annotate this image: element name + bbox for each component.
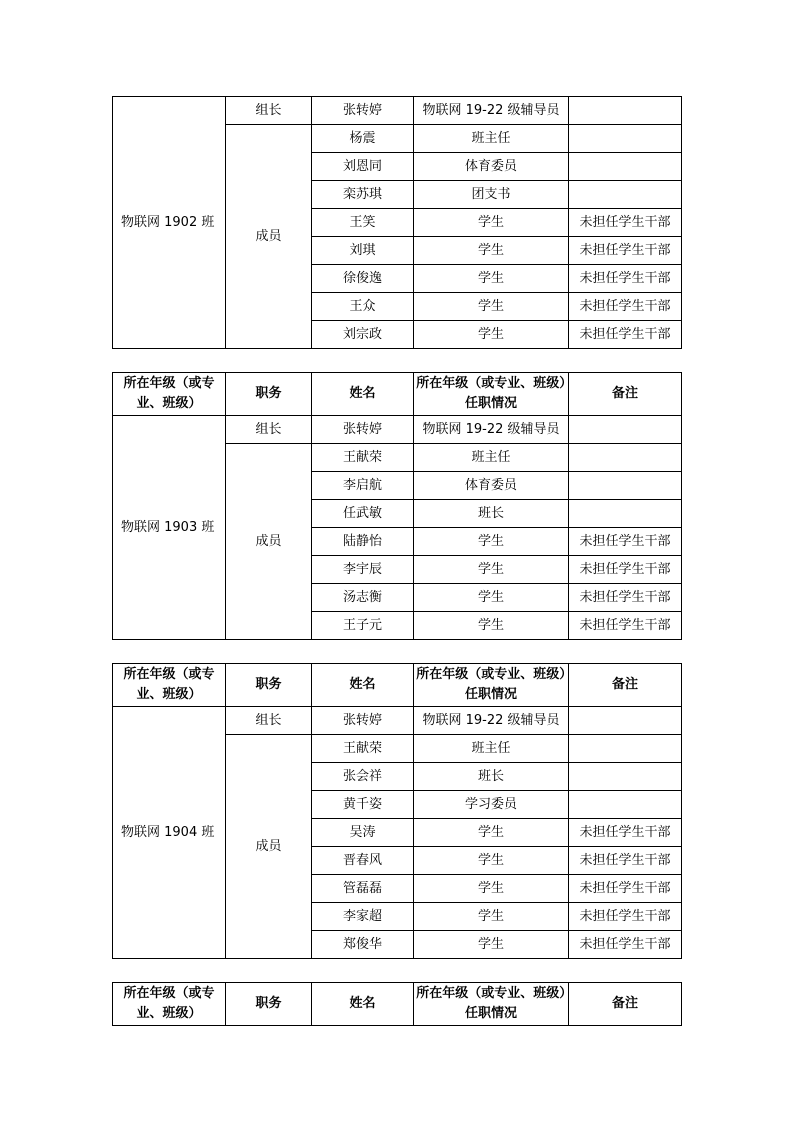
name-cell: 李家超 — [312, 903, 414, 931]
remark-cell: 未担任学生干部 — [569, 265, 682, 293]
grade-header: 所在年级（或专业、班级） — [113, 373, 226, 416]
position-cell: 物联网 19-22 级辅导员 — [414, 416, 569, 444]
remark-cell — [569, 500, 682, 528]
name-cell: 黄千姿 — [312, 791, 414, 819]
position-cell: 班主任 — [414, 125, 569, 153]
remark-cell: 未担任学生干部 — [569, 875, 682, 903]
position-cell: 学生 — [414, 875, 569, 903]
remark-cell: 未担任学生干部 — [569, 931, 682, 959]
remark-cell — [569, 472, 682, 500]
remark-header: 备注 — [569, 983, 682, 1026]
name-header: 姓名 — [312, 664, 414, 707]
name-cell: 王笑 — [312, 209, 414, 237]
remark-cell — [569, 181, 682, 209]
name-header: 姓名 — [312, 983, 414, 1026]
name-cell: 管磊磊 — [312, 875, 414, 903]
remark-header: 备注 — [569, 373, 682, 416]
remark-cell: 未担任学生干部 — [569, 528, 682, 556]
position-cell: 学生 — [414, 584, 569, 612]
name-cell: 张转婷 — [312, 97, 414, 125]
position-cell: 学生 — [414, 556, 569, 584]
remark-cell — [569, 444, 682, 472]
remark-cell: 未担任学生干部 — [569, 209, 682, 237]
position-cell: 物联网 19-22 级辅导员 — [414, 97, 569, 125]
position-cell: 班长 — [414, 763, 569, 791]
table-row — [113, 97, 682, 125]
remark-cell — [569, 791, 682, 819]
name-cell: 徐俊逸 — [312, 265, 414, 293]
position-cell: 班主任 — [414, 735, 569, 763]
table-header-row — [113, 664, 682, 707]
remark-cell — [569, 763, 682, 791]
position-cell: 学生 — [414, 209, 569, 237]
position-cell: 班长 — [414, 500, 569, 528]
table-row — [113, 707, 682, 735]
remark-header: 备注 — [569, 664, 682, 707]
table-header-row — [113, 983, 682, 1026]
duty-header: 职务 — [226, 373, 312, 416]
remark-cell — [569, 735, 682, 763]
table-row — [113, 416, 682, 444]
name-cell: 王献荣 — [312, 735, 414, 763]
name-cell: 杨震 — [312, 125, 414, 153]
remark-cell: 未担任学生干部 — [569, 847, 682, 875]
name-cell: 晋春风 — [312, 847, 414, 875]
role-cell: 组长 — [226, 416, 312, 444]
position-cell: 学生 — [414, 293, 569, 321]
class-name-cell: 物联网 1902 班 — [113, 97, 226, 349]
position-header: 所在年级（或专业、班级）任职情况 — [414, 373, 569, 416]
grade-header: 所在年级（或专业、班级） — [113, 664, 226, 707]
name-cell: 刘恩同 — [312, 153, 414, 181]
position-cell: 体育委员 — [414, 153, 569, 181]
position-cell: 学生 — [414, 931, 569, 959]
position-cell: 学生 — [414, 847, 569, 875]
remark-cell: 未担任学生干部 — [569, 903, 682, 931]
name-cell: 刘琪 — [312, 237, 414, 265]
remark-cell: 未担任学生干部 — [569, 237, 682, 265]
duty-header: 职务 — [226, 664, 312, 707]
position-cell: 学生 — [414, 237, 569, 265]
duty-header: 职务 — [226, 983, 312, 1026]
position-header: 所在年级（或专业、班级）任职情况 — [414, 983, 569, 1026]
position-cell: 学习委员 — [414, 791, 569, 819]
name-cell: 吴涛 — [312, 819, 414, 847]
role-cell: 组长 — [226, 707, 312, 735]
class-1904-table — [112, 663, 682, 959]
role-cell: 成员 — [226, 125, 312, 349]
class-1903-table — [112, 372, 682, 640]
name-header: 姓名 — [312, 373, 414, 416]
grade-header: 所在年级（或专业、班级） — [113, 983, 226, 1026]
name-cell: 王子元 — [312, 612, 414, 640]
remark-cell — [569, 416, 682, 444]
remark-cell: 未担任学生干部 — [569, 321, 682, 349]
name-cell: 李宇辰 — [312, 556, 414, 584]
position-cell: 学生 — [414, 819, 569, 847]
class-name-cell: 物联网 1904 班 — [113, 707, 226, 959]
name-cell: 刘宗政 — [312, 321, 414, 349]
name-cell: 栾苏琪 — [312, 181, 414, 209]
remark-cell — [569, 153, 682, 181]
name-cell: 王众 — [312, 293, 414, 321]
name-cell: 李启航 — [312, 472, 414, 500]
class-1902-table — [112, 96, 682, 349]
position-cell: 体育委员 — [414, 472, 569, 500]
name-cell: 汤志衡 — [312, 584, 414, 612]
name-cell: 王献荣 — [312, 444, 414, 472]
position-header: 所在年级（或专业、班级）任职情况 — [414, 664, 569, 707]
remark-cell — [569, 125, 682, 153]
name-cell: 张转婷 — [312, 416, 414, 444]
role-cell: 组长 — [226, 97, 312, 125]
position-cell: 班主任 — [414, 444, 569, 472]
remark-cell — [569, 97, 682, 125]
name-cell: 张转婷 — [312, 707, 414, 735]
role-cell: 成员 — [226, 444, 312, 640]
name-cell: 任武敏 — [312, 500, 414, 528]
next-class-table — [112, 982, 682, 1026]
remark-cell: 未担任学生干部 — [569, 293, 682, 321]
remark-cell: 未担任学生干部 — [569, 556, 682, 584]
remark-cell: 未担任学生干部 — [569, 584, 682, 612]
name-cell: 陆静怡 — [312, 528, 414, 556]
name-cell: 张会祥 — [312, 763, 414, 791]
position-cell: 学生 — [414, 528, 569, 556]
position-cell: 物联网 19-22 级辅导员 — [414, 707, 569, 735]
remark-cell — [569, 707, 682, 735]
position-cell: 学生 — [414, 903, 569, 931]
position-cell: 团支书 — [414, 181, 569, 209]
name-cell: 郑俊华 — [312, 931, 414, 959]
table-header-row — [113, 373, 682, 416]
position-cell: 学生 — [414, 612, 569, 640]
position-cell: 学生 — [414, 321, 569, 349]
role-cell: 成员 — [226, 735, 312, 959]
position-cell: 学生 — [414, 265, 569, 293]
remark-cell: 未担任学生干部 — [569, 612, 682, 640]
class-name-cell: 物联网 1903 班 — [113, 416, 226, 640]
remark-cell: 未担任学生干部 — [569, 819, 682, 847]
